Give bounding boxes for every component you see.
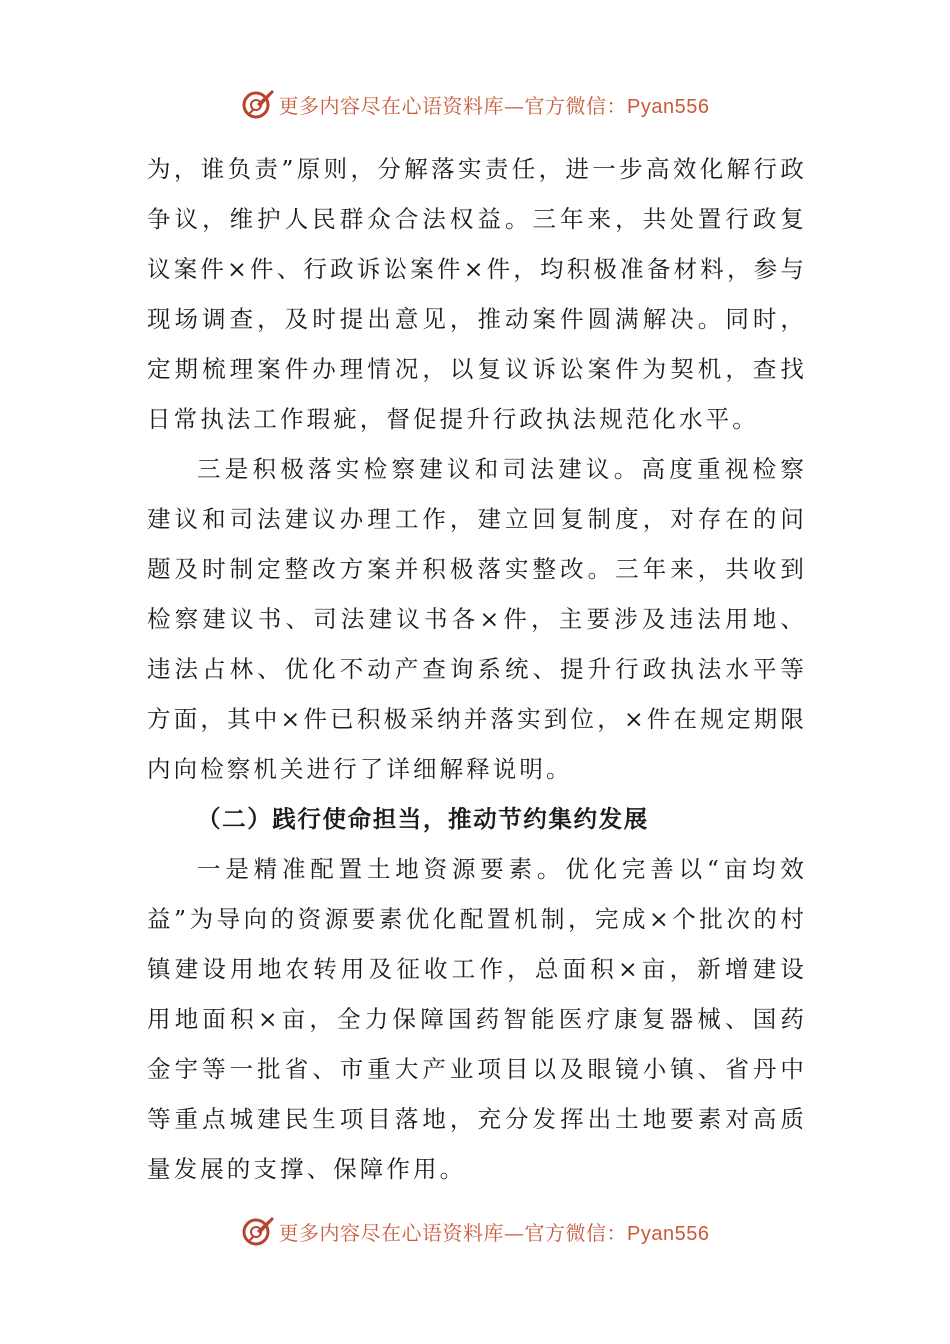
paragraph-procuratorial-suggestions: 三是积极落实检察建议和司法建议。高度重视检察建议和司法建议办理工作，建立回复制度，对存在的问题及时制定整改方案并积极落实整改。三年来，共收到检察建议书、司法建议书各×件，主要涉及违法用地、违法占林、优化不动产查询系统、提升行政执法水平等方面，其中×件已积极采纳并落实到位，×件在规定期限内向检察机关进行了详细解释说明。	[147, 455, 807, 783]
paragraph-land-resources: 一是精准配置土地资源要素。优化完善以“亩均效益”为导向的资源要素优化配置机制，完成×个批次的村镇建设用地农转用及征收工作，总面积×亩，新增建设用地面积×亩，全力保障国药智能医疗康复器械、国药金宇等一批省、市重大产业项目以及眼镜小镇、省丹中等重点城建民生项目落地，充分发挥出土地要素对高质量发展的支撑、保障作用。	[147, 855, 807, 1183]
paragraph-continuation: 为，谁负责”原则，分解落实责任，进一步高效化解行政争议，维护人民群众合法权益。三年来，共处置行政复议案件×件、行政诉讼案件×件，均积极准备材料，参与现场调查，及时提出意见，推动案件圆满解决。同时，定期梳理案件办理情况，以复议诉讼案件为契机，查找日常执法工作瑕疵，督促提升行政执法规范化水平。	[147, 155, 807, 433]
document-body	[147, 144, 807, 1194]
header-banner-text: 更多内容尽在心语资料库—官方微信：Pyan556	[278, 93, 710, 118]
footer-banner	[0, 1211, 950, 1251]
footer-wechat-id: Pyan556	[627, 1222, 710, 1245]
header-wechat-id: Pyan556	[627, 95, 710, 118]
footer-banner-text: 更多内容尽在心语资料库—官方微信：Pyan556	[278, 1220, 710, 1245]
pen-nib-logo-icon	[241, 87, 275, 121]
header-banner	[0, 84, 950, 124]
section-heading: （二）践行使命担当，推动节约集约发展	[197, 805, 649, 833]
pen-nib-logo-icon	[241, 1214, 275, 1248]
